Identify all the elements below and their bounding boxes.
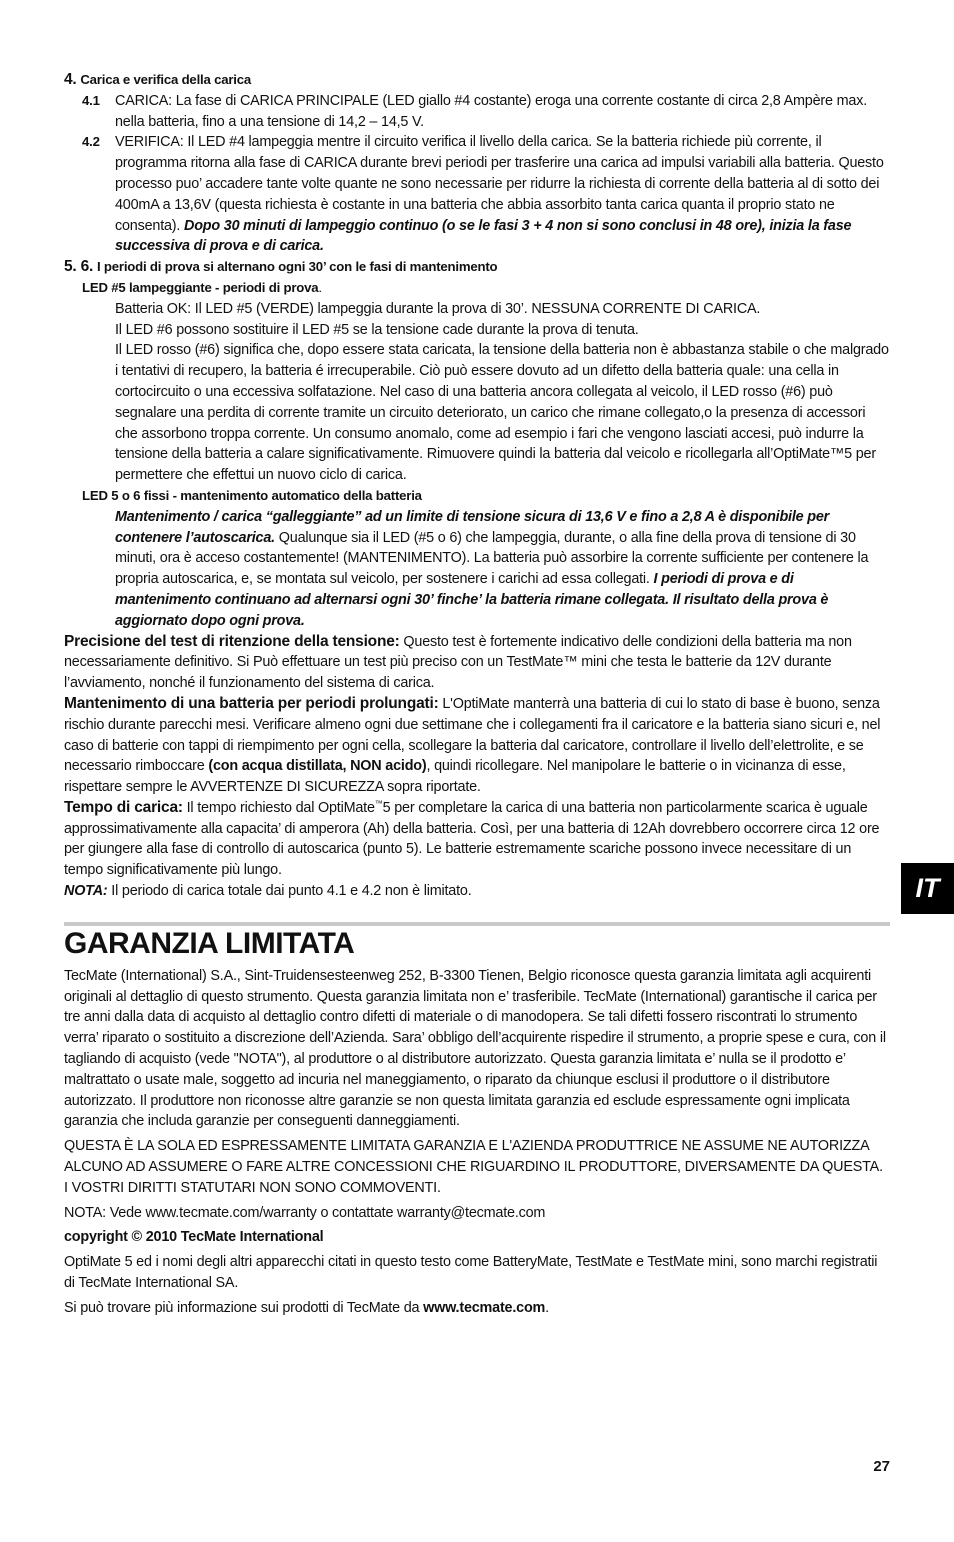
mantenimento-paragraph xyxy=(64,694,890,798)
led5-heading xyxy=(64,278,890,299)
mantenimento-text-2: , quindi ricollegare. Nel manipolare le batterie o in vicinanza di esse, rispettare sempre le AVVERTENZE DI SICUREZZA sopra riportate. xyxy=(64,758,846,796)
section-number: 4. xyxy=(64,71,77,88)
nota-text: Il periodo di carica totale dai punto 4.1 e 4.2 non è limitato. xyxy=(107,883,472,900)
manual-page-content xyxy=(64,70,890,1319)
precisione-text: Questo test è fortemente indicativo delle condizioni della batteria ma non necessariamente definitivo. Si Può effettuare un test più preciso con un TestMate™ mini che testa le batterie da 12V durante l’avviamento, nonché il funzionamento del sistema di carica. xyxy=(64,633,852,692)
step-text: VERIFICA: Il LED #4 lampeggia mentre il circuito verifica il livello della carica. Se la batteria richiede più corrente, il programma ritorna alla fase di CARICA durante brevi periodi per trasferire una carica ad impulsi variabili alla batteria. Questo processo puo’ accadere tante volte quante ne sono necessarie per ridurre la richiesta di corrente della batteria al di sotto dei 400mA a 13,6V (questa richiesta è costante in una batteria che abbia assorbito tanta carica quanta il proprio stato ne consenta). xyxy=(115,134,884,234)
trademark-mark: ™ xyxy=(374,799,383,809)
tempo-text-b: 5 per completare la carica di una batteria non particolarmente scarica è uguale approssimativamente alla capacita’ di amperora (Ah) della batteria. Così, per una batteria di 12Ah dovrebbero occorrere circa 12 ore per giungere alla fase di controllo di autoscarica (punto 5). Le batterie estremamente scariche possono invece necessitare di un tempo significativamente più lungo. xyxy=(64,799,880,879)
step-number: 4.2 xyxy=(82,134,100,150)
page-number: 27 xyxy=(873,1458,890,1475)
trademark-paragraph: OptiMate 5 ed i nomi degli altri apparecchi citati in questo testo come BatteryMate, TestMate e TestMate mini, sono marchi registratii di TecMate International SA. xyxy=(64,1254,878,1292)
tempo-text-a: Il tempo richiesto dal OptiMate xyxy=(182,799,375,816)
section-title: Carica e verifica della carica xyxy=(80,72,252,87)
tempo-heading: Tempo di carica: xyxy=(64,798,183,816)
section-5-6-heading xyxy=(64,257,890,278)
step-number: 4.1 xyxy=(82,92,100,108)
garanzia-paragraph-1: TecMate (International) S.A., Sint-Truidensesteenweg 252, B-3300 Tienen, Belgio riconosce questa garanzia limitata agli acquirenti originali al dettaglio di questo strumento. Questa garanzia limitata non e’ trasferibile. TecMate (International) garantische il carica per tre anni dalla data di acquisto al dettaglio contro difetti di materiale o di manodopera. Se tali difetti fossero riscontrati lo strumento verra’ riparato o sostituito a discrezione dell’Azienda. Sara’ obbligo dell’acquirente rispedire il strumento, a proprie spese e cura, con il tagliando di acquisto (vede "NOTA"), al produttore o al distributore autorizzato. Questa garanzia limitata e’ nulla se il prodotto e’ maltrattato o usate male, soggetto ad incuria nel maneggiamento, o riparato da chiunque esclusi il produttore o il distributore autorizzato. Il produttore non riconosse altre garanzie se non questa limitata garanzia ed esclude espressamente ogni implicata garanzia che includa garanzie per conseguenti danneggiamenti. xyxy=(64,967,886,1130)
section-number: 5. 6. xyxy=(64,258,94,276)
led56-paragraph xyxy=(64,507,890,632)
more-info-paragraph xyxy=(64,1298,890,1319)
mantenimento-heading: Mantenimento di una batteria per periodi prolungati: xyxy=(64,694,439,712)
step-4-2 xyxy=(64,132,890,257)
more-info-text: Si può trovare più informazione sui prodotti di TecMate da xyxy=(64,1299,424,1316)
step-text: CARICA: La fase di CARICA PRINCIPALE (LED giallo #4 costante) eroga una corrente costante di circa 2,8 Ampère max. nella batteria, fino a una tensione di 14,2 – 14,5 V. xyxy=(115,92,867,130)
garanzia-paragraph-2: QUESTA È LA SOLA ED ESPRESSAMENTE LIMITATA GARANZIA E L'AZIENDA PRODUTTRICE NE ASSUME NE AUTORIZZA ALCUNO AD ASSUMERE O FARE ALTRE CONCESSIONI CHE RIGUARDINO IL PRODUTTORE, DIVERSAMENTE DA QUESTA. I VOSTRI DIRITTI STATUTARI NON SONO COMMOVENTI. xyxy=(64,1138,883,1196)
led56-heading: LED 5 o 6 fissi - mantenimento automatico della batteria xyxy=(82,487,422,503)
led56-text: Qualunque sia il LED (#5 o 6) che lampeggia, durante, o alla fine della prova di tensione di 30 minuti, ora è acceso costantemente! (MANTENIMENTO). La batteria può assorbire la corrente sufficiente per contenere la propria autoscarica, e, se montata sul veicolo, per sostenere i carichi ad essa collegati. xyxy=(115,529,869,588)
mantenimento-text-1: L'OptiMate manterrà una batteria di cui lo stato di base è buono, senza rischio durante parecchi mesi. Verificare almeno ogni due settimane che i collegamenti fra il caricatore e la batteria siano sicuri e, nel caso di batterie con tappi di riempimento per ogni cella, scollegare la batteria dal caricatore, controllare il livello dell’elettrolite, e se necessario rimboccare xyxy=(64,695,881,775)
tempo-paragraph xyxy=(64,798,890,881)
tempo-nota xyxy=(64,881,890,902)
copyright-line: copyright © 2010 TecMate International xyxy=(64,1229,324,1246)
garanzia-nota: NOTA: Vede www.tecmate.com/warranty o contattate warranty@tecmate.com xyxy=(64,1204,546,1221)
tecmate-link[interactable]: www.tecmate.com xyxy=(423,1299,546,1316)
mantenimento-bold: (con acqua distillata, NON acido) xyxy=(208,758,427,775)
nota-label: NOTA: xyxy=(64,883,108,900)
garanzia-title: GARANZIA LIMITATA xyxy=(64,926,355,960)
precisione-paragraph xyxy=(64,632,890,694)
led5-heading-suffix: . xyxy=(318,279,322,295)
section-4-heading xyxy=(64,70,890,91)
more-info-end: . xyxy=(545,1299,549,1316)
led5-heading-text: LED #5 lampeggiante - periodi di prova xyxy=(82,279,319,295)
led56-italic-2: I periodi di prova e di mantenimento continuano ad alternarsi ogni 30’ finche’ la batteria rimane collegata. Il risultato della prova è aggiornato dopo ogni prova. xyxy=(115,571,829,629)
step-4-1 xyxy=(64,91,890,133)
precisione-heading: Precisione del test di ritenzione della tensione: xyxy=(64,632,400,650)
section-title: I periodi di prova si alternano ogni 30’ con le fasi di mantenimento xyxy=(96,259,498,275)
led5-line-1: Batteria OK: Il LED #5 (VERDE) lampeggia durante la prova di 30’. NESSUNA CORRENTE DI CARICA. xyxy=(115,300,761,317)
led56-italic-1: Mantenimento / carica “galleggiante” ad un limite di tensione sicura di 13,6 V e fino a 2,8 A è disponibile per contenere l’autoscarica. xyxy=(115,508,830,546)
led5-line-3: Il LED rosso (#6) significa che, dopo essere stata caricata, la tensione della batteria non è abbastanza stabile o che malgrado i tentativi di recupero, la batteria é irrecuperabile. Ciò può essere dovuto ad un difetto della batteria quale: una cella in cortocircuito o una eccessiva solfatazione. Nel caso di una batteria ancora collegata al veicolo, il LED rosso (#6) può segnalare una perdita di corrente tramite un circuito deteriorato, un carico che rimane collegato,o la presenza di accessori che assorbono troppa corrente. Un consumo anomalo, come ad esempio i fari che vengono lasciati accesi, può indurre la tensione della batteria a calare significativamente. Rimuovere quindi la batteria dal veicolo e ricollegarla all’OptiMate™5 per permettere che effettui un nuovo ciclo di carica. xyxy=(115,342,889,484)
step-note: Dopo 30 minuti di lampeggio continuo (o se le fasi 3 + 4 non si sono conclusi in 48 ore), inizia la fase successiva di prova e di carica. xyxy=(115,217,852,255)
language-tab: IT xyxy=(901,863,954,914)
led5-line-2: Il LED #6 possono sostituire il LED #5 se la tensione cade durante la prova di tenuta. xyxy=(115,321,639,338)
